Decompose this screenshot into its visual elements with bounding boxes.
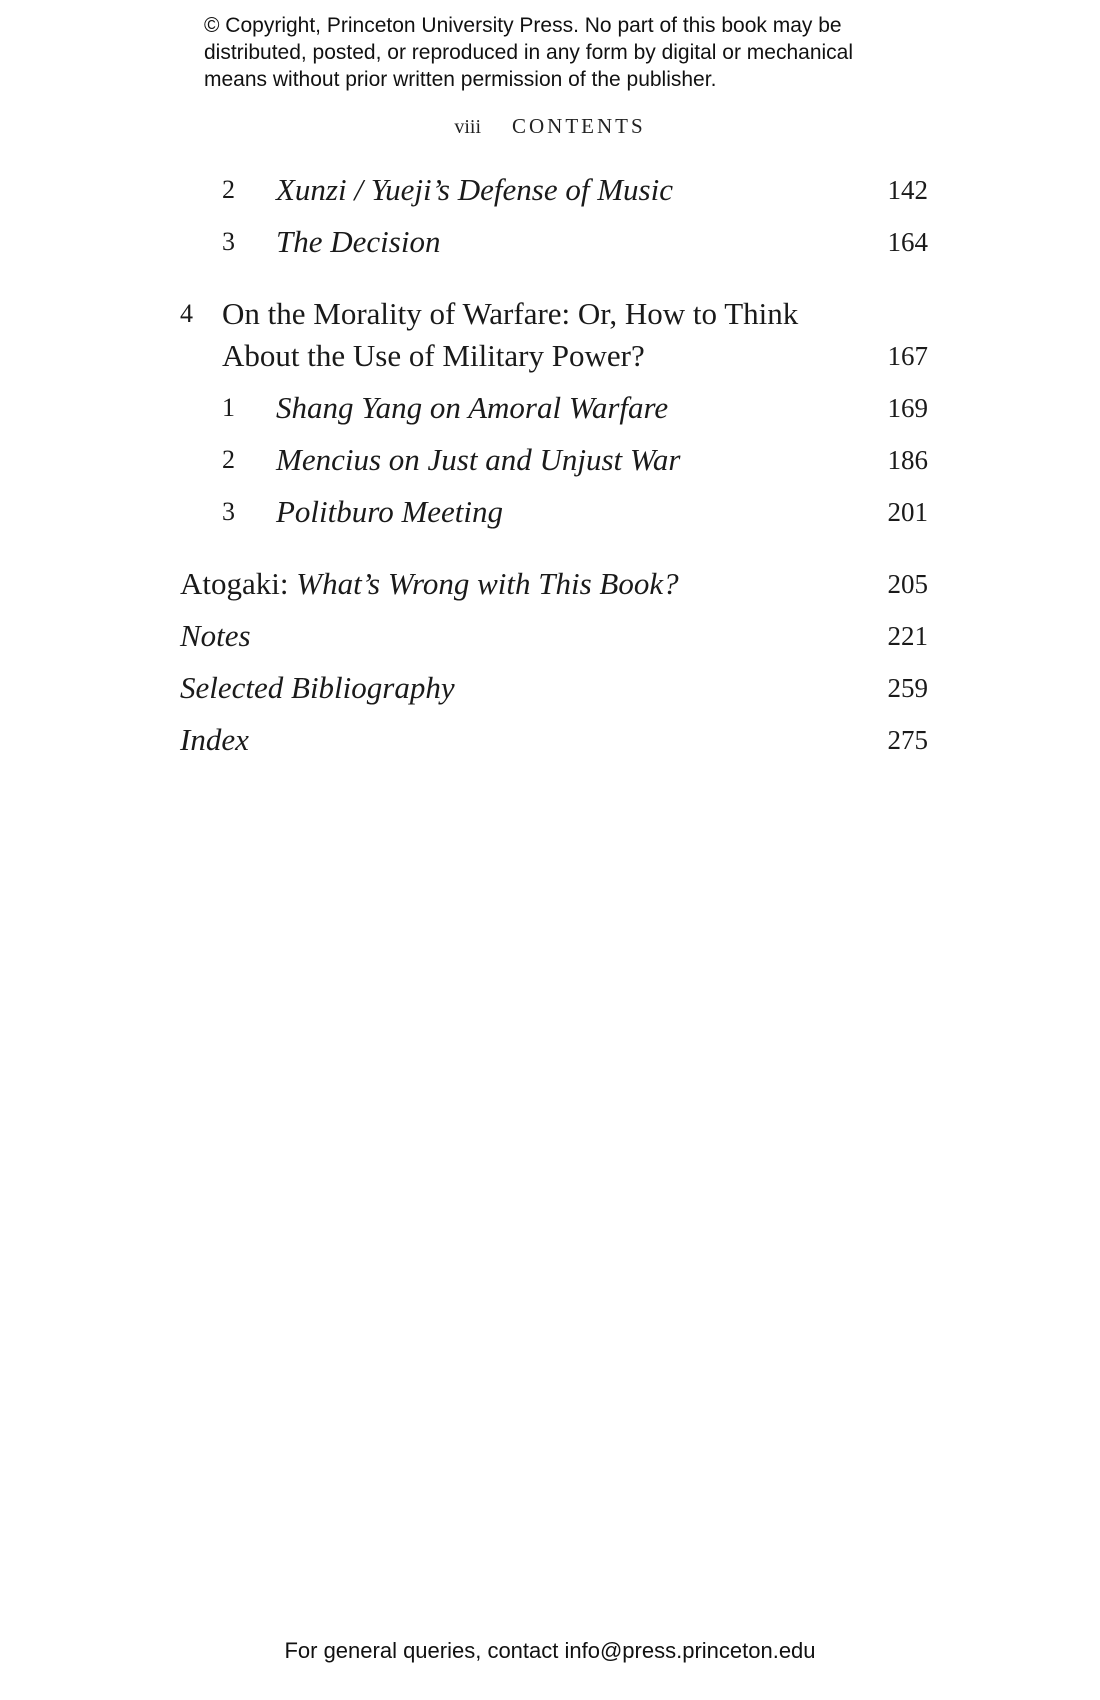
toc-entry-title: Xunzi / Yueji’s Defense of Music <box>276 172 673 207</box>
toc-entry-chapter <box>0 334 1100 378</box>
toc-entry-page: 205 <box>887 569 928 599</box>
copyright-line: distributed, posted, or reproduced in any form by digital or mechanical <box>204 41 854 64</box>
toc-entry-page: 164 <box>887 227 928 257</box>
toc-entry-page: 167 <box>887 341 928 371</box>
toc-entry-title: Selected Bibliography <box>180 670 455 705</box>
toc-chapter-title-line: About the Use of Military Power? <box>222 338 645 373</box>
toc-entry-backmatter <box>0 718 1100 762</box>
toc-entry-number: 1 <box>222 393 235 422</box>
toc-chapter-number: 4 <box>180 299 193 328</box>
toc-entry-title <box>180 562 679 606</box>
atogaki-subtitle: What’s Wrong with This Book? <box>296 566 679 601</box>
toc-entry-title: Politburo Meeting <box>276 494 504 529</box>
running-head-title: CONTENTS <box>512 114 646 138</box>
footer-contact: For general queries, contact info@press.princeton.edu <box>284 1638 816 1663</box>
copyright-notice <box>204 12 924 93</box>
toc-chapter-title-line: On the Morality of Warfare: Or, How to Think <box>222 296 799 331</box>
toc-entry-number: 2 <box>222 445 235 474</box>
toc-entry-page: 142 <box>887 175 928 205</box>
toc-entry-section <box>0 220 1100 264</box>
running-head <box>0 114 1100 139</box>
toc-entry-title: Shang Yang on Amoral Warfare <box>276 390 669 425</box>
toc-entry-backmatter <box>0 614 1100 658</box>
toc-entry-chapter <box>0 292 1100 336</box>
toc-entry-page: 169 <box>887 393 928 423</box>
toc-entry-page: 186 <box>887 445 928 475</box>
toc-entry-backmatter <box>0 666 1100 710</box>
page-folio: viii <box>454 116 481 138</box>
toc-entry-page: 259 <box>887 673 928 703</box>
toc-entry-backmatter <box>0 562 1100 606</box>
toc-entry-number: 3 <box>222 227 235 256</box>
toc-entry-number: 3 <box>222 497 235 526</box>
copyright-line: © Copyright, Princeton University Press. No part of this book may be <box>204 14 842 37</box>
toc-entry-section <box>0 490 1100 534</box>
toc-entry-title: The Decision <box>276 224 441 259</box>
toc-entry-page: 275 <box>887 725 928 755</box>
toc-entry-page: 201 <box>887 497 928 527</box>
copyright-line: means without prior written permission of the publisher. <box>204 68 717 91</box>
toc-entry-title: Index <box>180 722 249 757</box>
atogaki-prefix: Atogaki: <box>180 566 297 601</box>
toc-entry-title: Notes <box>180 618 251 653</box>
toc-entry-section <box>0 438 1100 482</box>
toc-entry-section <box>0 386 1100 430</box>
toc-entry-section <box>0 168 1100 212</box>
toc-entry-title: Mencius on Just and Unjust War <box>276 442 681 477</box>
toc-entry-page: 221 <box>887 621 928 651</box>
toc-entry-number: 2 <box>222 175 235 204</box>
